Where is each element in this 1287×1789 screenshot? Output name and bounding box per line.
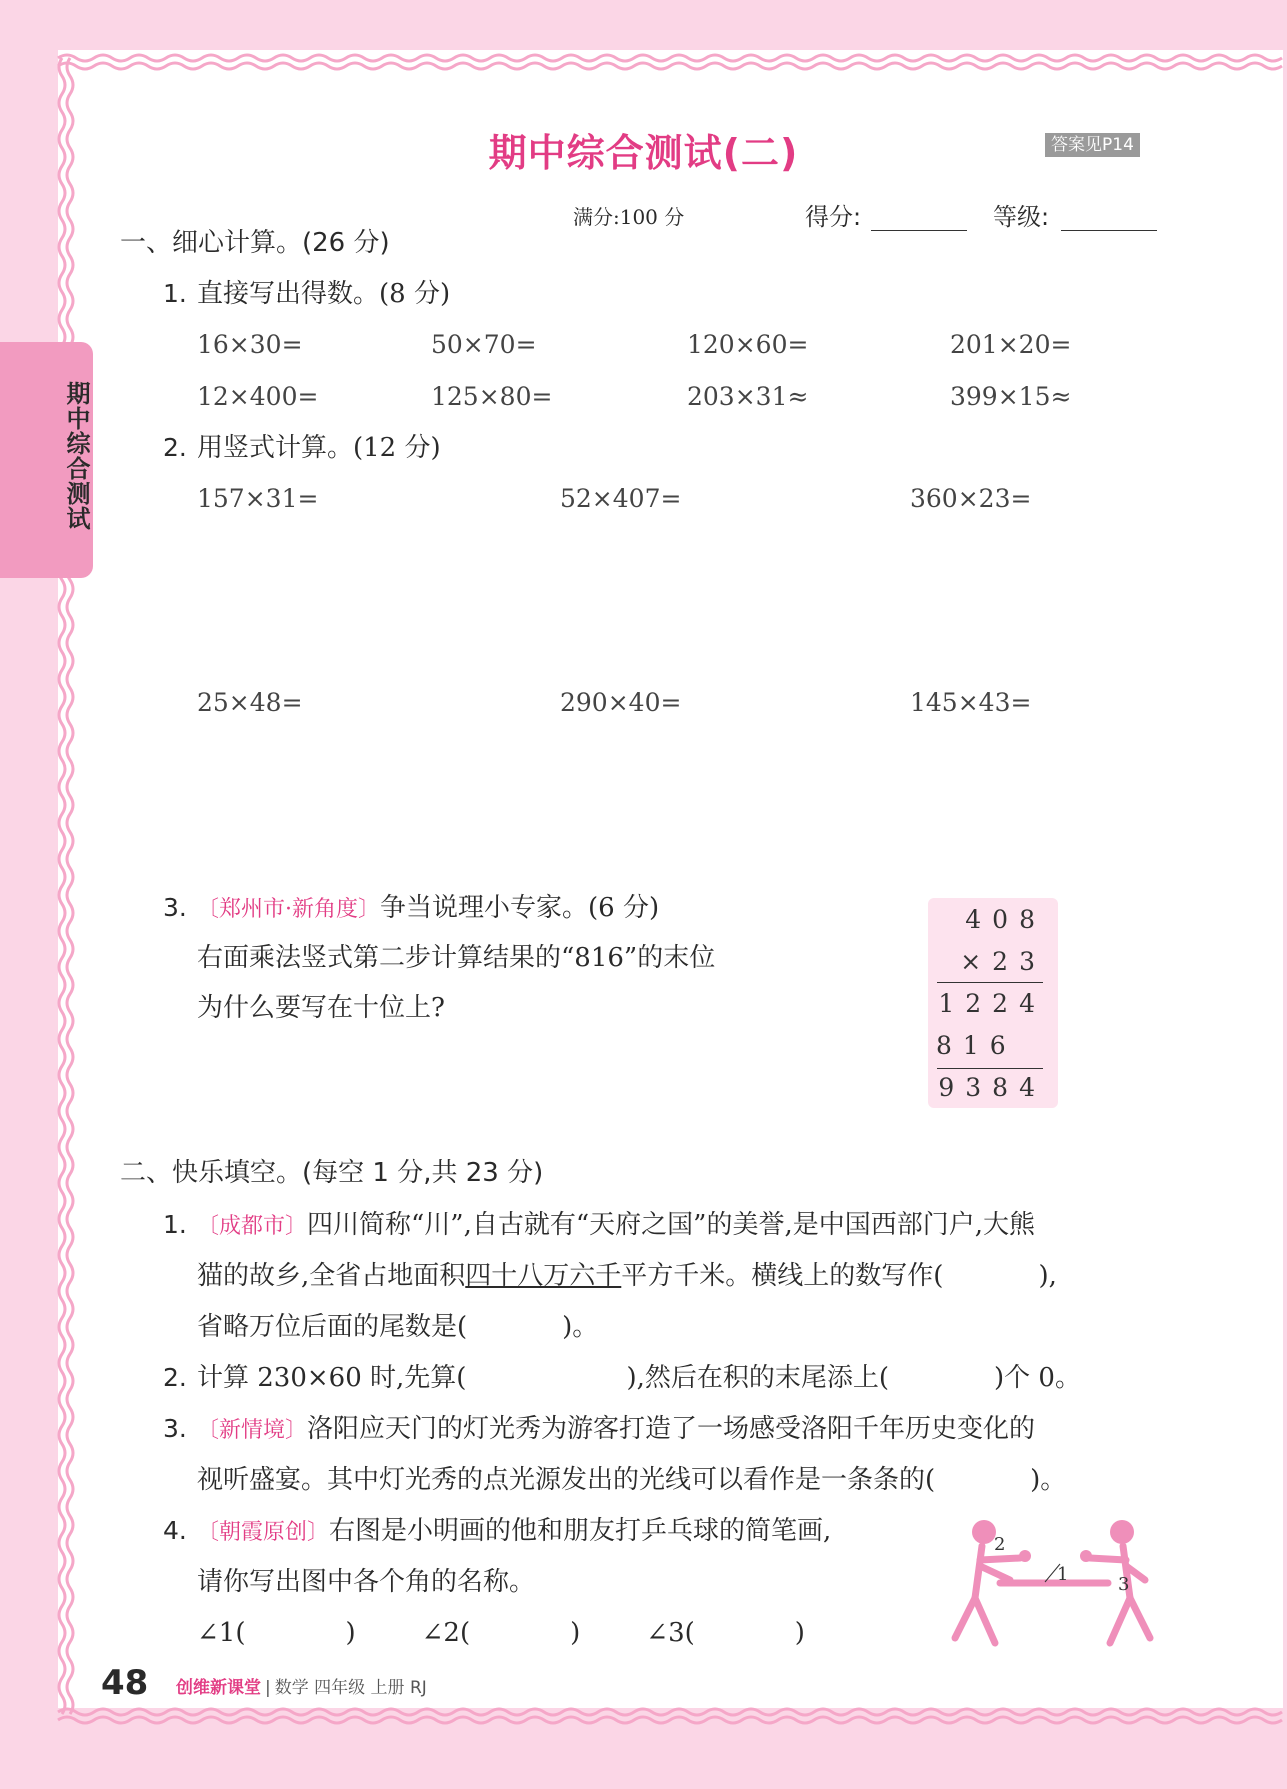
s2-q1-text: 猫的故乡,全省占地面积 <box>197 1261 466 1291</box>
s2-q2-line <box>197 1362 1081 1394</box>
angle-1-label: ∠1( <box>197 1618 246 1648</box>
wave-line <box>58 63 1282 69</box>
section2-heading: 二、快乐填空。(每空 1 分,共 23 分) <box>120 1158 544 1188</box>
s2-q4-line1 <box>197 1515 831 1549</box>
wave-line <box>58 55 1282 61</box>
q3-line1: 右面乘法竖式第二步计算结果的“816”的末位 <box>197 943 716 973</box>
s2-q1-line2 <box>197 1260 1057 1292</box>
angle-1-close: ) <box>345 1618 356 1648</box>
q1-title: 直接写出得数。(8 分) <box>197 279 451 309</box>
angle-3-close: ) <box>794 1618 805 1648</box>
q2-number: 2. <box>163 433 187 462</box>
side-tab-label: 期中综合测试 <box>62 381 90 531</box>
full-score-label: 满分:100 分 <box>573 205 685 229</box>
s2-q1-text: 平方千米。横线上的数写作( <box>621 1261 944 1291</box>
page-title: 期中综合测试(二) <box>488 131 799 175</box>
s2-q4-tag: 〔朝霞原创〕 <box>197 1520 330 1545</box>
s2-q1-line3 <box>197 1311 598 1343</box>
q3-number: 3. <box>163 893 187 922</box>
s2-q2-text: 计算 230×60 时,先算( <box>197 1363 467 1393</box>
footer-text: 创维新课堂 | 数学 四年级 上册 RJ <box>176 1678 427 1698</box>
figure-angle-label: 2 <box>994 1534 1006 1555</box>
s2-q1-tag: 〔成都市〕 <box>197 1214 308 1239</box>
calc-product: 9384 <box>938 1073 1046 1102</box>
s2-q1-underlined-number: 四十八万六千 <box>465 1261 622 1291</box>
calc-partial-1: 1224 <box>938 989 1046 1018</box>
wave-line <box>58 1709 1282 1715</box>
s2-q4-number: 4. <box>163 1516 187 1545</box>
oral-calc-item: 201×20= <box>950 330 1072 359</box>
q3-title: 争当说理小专家。(6 分) <box>380 893 660 923</box>
wave-line <box>58 1717 1282 1723</box>
s2-q4-text: 右图是小明画的他和朋友打乒乓球的简笔画, <box>329 1516 832 1546</box>
calc-divider <box>937 1068 1043 1069</box>
s2-q1-text: 省略万位后面的尾数是( <box>197 1312 468 1342</box>
s2-q1-text: 四川简称“川”,自古就有“天府之国”的美誉,是中国西部门户,大熊 <box>307 1210 1035 1240</box>
oral-calc-item: 399×15≈ <box>950 382 1072 411</box>
vertical-calc-item: 290×40= <box>560 688 682 717</box>
calc-multiplicand: 408 <box>965 905 1046 934</box>
figure-angle-label: 3 <box>1118 1574 1130 1595</box>
score-label: 得分: <box>805 203 862 231</box>
s2-q1-line1 <box>197 1209 1035 1243</box>
q3-line2: 为什么要写在十位上? <box>197 993 445 1023</box>
q3-title-line <box>197 892 659 926</box>
calc-divider <box>937 982 1043 983</box>
vertical-calc-item: 25×48= <box>197 688 303 717</box>
wave-line <box>67 58 73 1714</box>
page-number: 48 <box>101 1663 149 1703</box>
footer-book-info: 数学 四年级 上册 RJ <box>274 1678 427 1698</box>
q1-number: 1. <box>163 279 187 308</box>
oral-calc-item: 120×60= <box>687 330 809 359</box>
angle-2-label: ∠2( <box>421 1618 471 1648</box>
q2-title: 用竖式计算。(12 分) <box>197 433 441 463</box>
s2-q4-line2: 请你写出图中各个角的名称。 <box>197 1567 536 1597</box>
s2-q3-tag: 〔新情境〕 <box>197 1418 308 1443</box>
s2-q3-line2 <box>197 1464 1066 1496</box>
footer-brand: 创维新课堂 <box>176 1678 261 1698</box>
oral-calc-item: 50×70= <box>431 330 537 359</box>
vertical-calc-item: 52×407= <box>560 484 682 513</box>
wave-line <box>59 58 65 1714</box>
s2-q3-number: 3. <box>163 1414 187 1443</box>
score-blank[interactable] <box>871 230 967 231</box>
s2-q2-text: ),然后在积的末尾添上( <box>626 1363 889 1393</box>
section1-heading: 一、细心计算。(26 分) <box>120 228 390 258</box>
q3-tag: 〔郑州市·新角度〕 <box>197 897 380 922</box>
vertical-calc-item: 145×43= <box>910 688 1032 717</box>
ping-pong-stick-figure-illustration <box>940 1518 1170 1653</box>
angle-2-close: ) <box>570 1618 581 1648</box>
grade-label: 等级: <box>993 203 1050 231</box>
vertical-calc-item: 157×31= <box>197 484 319 513</box>
answer-reference-badge: 答案见P14 <box>1045 133 1140 157</box>
oral-calc-item: 125×80= <box>431 382 553 411</box>
oral-calc-item: 203×31≈ <box>687 382 809 411</box>
angle-3-label: ∠3( <box>646 1618 695 1648</box>
oral-calc-item: 12×400= <box>197 382 319 411</box>
s2-q4-angles <box>197 1617 805 1649</box>
oral-calc-item: 16×30= <box>197 330 303 359</box>
s2-q3-text: )。 <box>1030 1465 1067 1495</box>
figure-angle-label: 1 <box>1057 1564 1069 1585</box>
s2-q2-number: 2. <box>163 1363 187 1392</box>
vertical-calc-item: 360×23= <box>910 484 1032 513</box>
s2-q1-number: 1. <box>163 1210 187 1239</box>
s2-q2-text: )个 0。 <box>994 1363 1081 1393</box>
s2-q3-text: 视听盛宴。其中灯光秀的点光源发出的光线可以看作是一条条的( <box>197 1465 936 1495</box>
s2-q3-text: 洛阳应天门的灯光秀为游客打造了一场感受洛阳千年历史变化的 <box>307 1414 1036 1444</box>
s2-q3-line1 <box>197 1413 1035 1447</box>
s2-q1-text: )。 <box>562 1312 599 1342</box>
s2-q1-text: ), <box>1038 1261 1057 1291</box>
grade-blank[interactable] <box>1061 230 1157 231</box>
calc-partial-2: 816 <box>936 1031 1017 1060</box>
calc-multiplier: ×23 <box>960 947 1046 976</box>
